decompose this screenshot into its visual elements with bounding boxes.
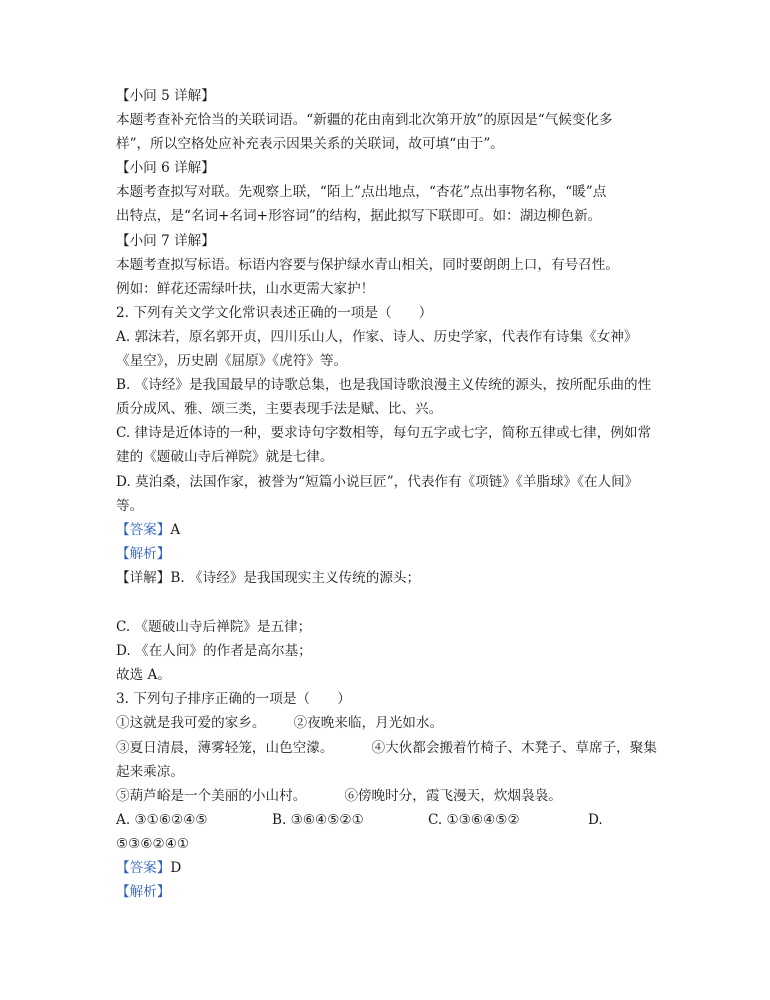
q7-body-line: 例如：鲜花还需绿叶扶，山水更需大家护！: [116, 281, 375, 297]
answer-value: D: [170, 860, 182, 876]
question-3-sentences-row: [116, 786, 656, 806]
sentence-3: ③夏日清晨，薄雾轻笼，山色空濛。: [116, 740, 334, 756]
question-2-analysis-tag: 【解析】: [116, 546, 171, 562]
q6-body-line: 出特点，是“名词+名词+形容词”的结构，据此拟写下联即可。如：湖边柳色新。: [116, 208, 602, 224]
question-2-option-b-cont: 质分成风、雅、颂三类，主要表现手法是赋、比、兴。: [116, 401, 443, 417]
question-2-detail-line: 故选 A。: [116, 667, 171, 683]
option-d: D.: [588, 812, 603, 828]
question-2-detail-line: C. 《题破山寺后禅院》是五律；: [116, 619, 312, 635]
q6-heading: 【小问 6 详解】: [116, 160, 215, 176]
question-3-answer: [116, 858, 656, 878]
question-2-option-d-cont: 等。: [116, 498, 144, 514]
option-d-cont: ⑤③⑥②④①: [116, 836, 190, 852]
question-2-stem: 2. 下列有关文学文化常识表述正确的一项是（ ）: [116, 305, 433, 321]
question-2-detail-line: 【详解】B. 《诗经》是我国现实主义传统的源头；: [116, 570, 421, 586]
question-2-option-a-cont: 《星空》，历史剧《屈原》《虎符》等。: [116, 353, 348, 369]
question-2-answer: [116, 520, 656, 540]
sentence-6: ⑥傍晚时分，霞飞漫天，炊烟袅袅。: [344, 788, 562, 804]
q5-heading: 【小问 5 详解】: [116, 88, 215, 104]
sentence-4: ④大伙都会搬着竹椅子、木凳子、草席子，聚集: [371, 740, 657, 756]
question-3-options-row: [116, 810, 656, 830]
question-2-option-c-cont: 建的《题破山寺后禅院》就是七律。: [116, 449, 334, 465]
question-3-stem: 3. 下列句子排序正确的一项是（ ）: [116, 691, 351, 707]
question-2-option-d: D. 莫泊桑，法国作家，被誉为“短篇小说巨匠”，代表作有《项链》《羊脂球》《在人间》: [116, 474, 639, 490]
sentence-2: ②夜晚来临，月光如水。: [293, 715, 444, 731]
option-a: A. ③①⑥②④⑤: [116, 812, 208, 828]
question-3-analysis-tag: 【解析】: [116, 884, 171, 900]
option-c: C. ①③⑥④⑤②: [428, 812, 520, 828]
answer-tag: 【答案】: [116, 522, 171, 538]
answer-value: A: [170, 522, 181, 538]
answer-tag: 【答案】: [116, 860, 171, 876]
question-2-option-b: B. 《诗经》是我国最早的诗歌总集，也是我国诗歌浪漫主义传统的源头，按所配乐曲的性: [116, 377, 652, 393]
sentence-5: ⑤葫芦峪是一个美丽的小山村。: [116, 788, 307, 804]
question-2-option-a: A. 郭沫若，原名郭开贞，四川乐山人，作家、诗人、历史学家，代表作有诗集《女神》: [116, 329, 638, 345]
option-b: B. ③⑥④⑤②①: [272, 812, 364, 828]
q7-heading: 【小问 7 详解】: [116, 233, 215, 249]
q7-body-line: 本题考查拟写标语。标语内容要与保护绿水青山相关，同时要朗朗上口，有号召性。: [116, 257, 619, 273]
question-3-sentences-row: [116, 738, 656, 758]
question-3-sentences-row: [116, 713, 656, 733]
sentence-4-cont: 起来乘凉。: [116, 764, 184, 780]
q5-body-line: 本题考查补充恰当的关联词语。“新疆的花由南到北次第开放”的原因是“气候变化多: [116, 112, 613, 128]
question-2-detail-line: D. 《在人间》的作者是高尔基；: [116, 643, 312, 659]
sentence-1: ①这就是我可爱的家乡。: [116, 715, 266, 731]
q6-body-line: 本题考查拟写对联。先观察上联，“陌上”点出地点，“杏花”点出事物名称，“暖”点: [116, 184, 607, 200]
question-2-option-c: C. 律诗是近体诗的一种，要求诗句字数相等，每句五字或七字，简称五律或七律，例如常: [116, 425, 652, 441]
q5-body-line: 样”，所以空格处应补充表示因果关系的关联词，故可填“由于”。: [116, 136, 504, 152]
